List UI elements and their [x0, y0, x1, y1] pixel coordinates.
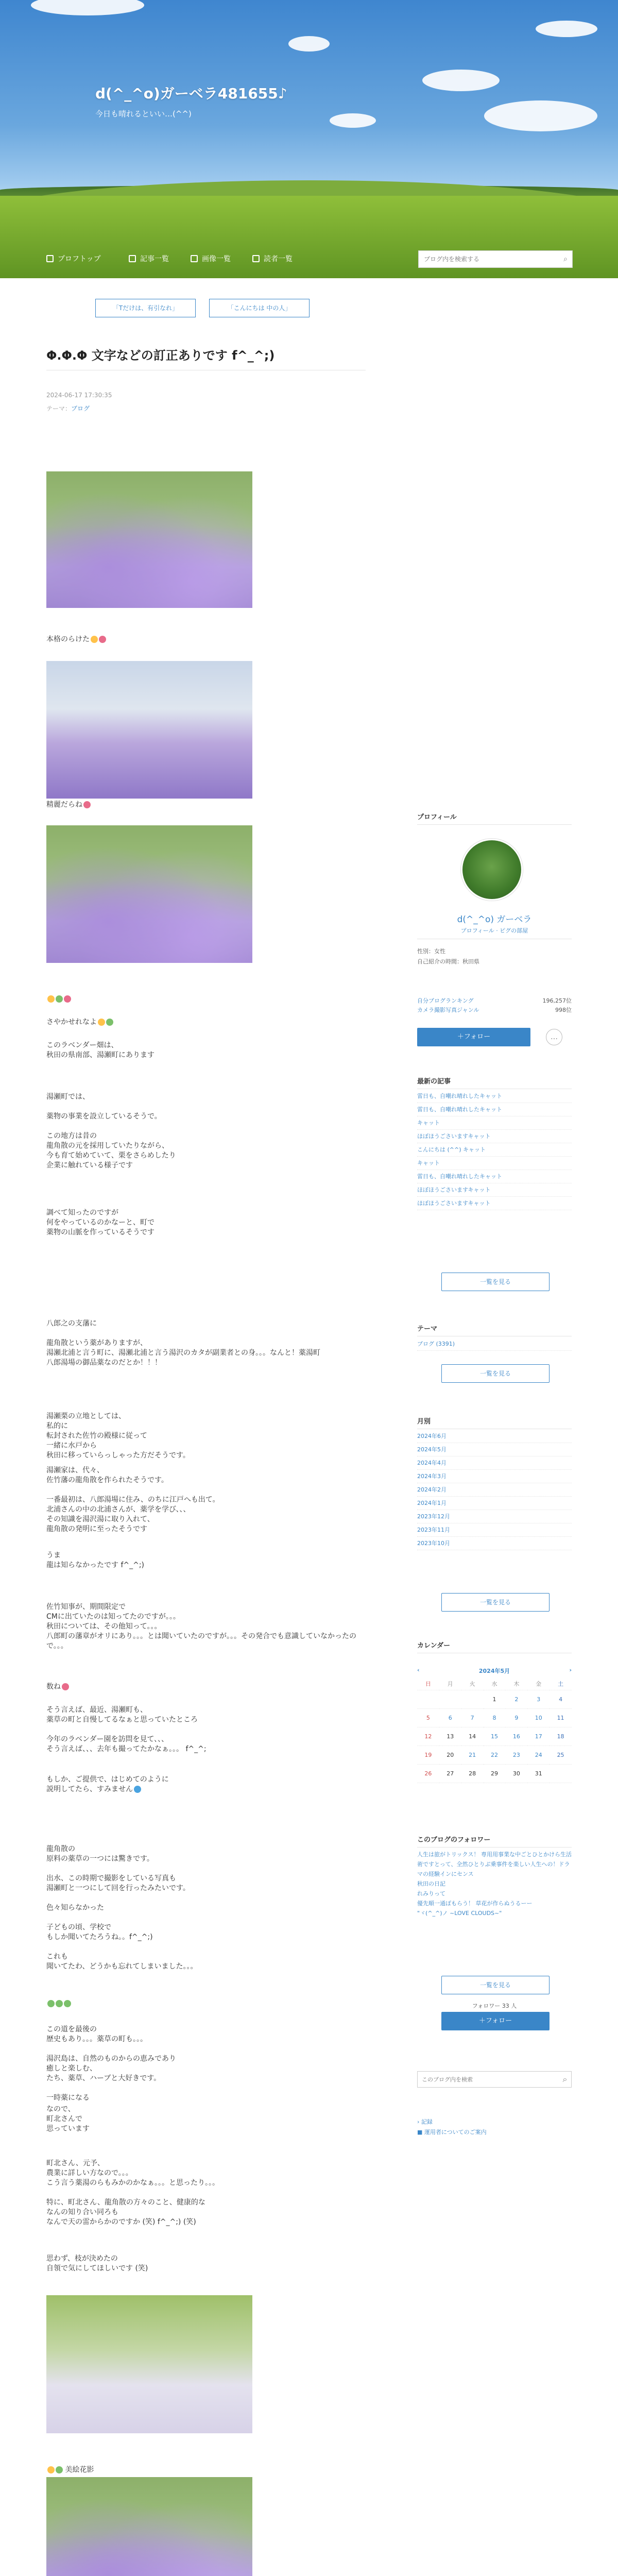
- body-text: 八郎之の支藩に 龍角散という薬がありますが、 湯瀬北浦と言う町に、湯瀬北浦と言う湯沢のカタが副業者との身。。。なんと！薬湯町 八郎湯場の御品薬なのだとか！！！: [46, 1319, 320, 1367]
- blog-search-input[interactable]: [418, 2072, 559, 2087]
- follow-button[interactable]: ＋フォロー: [417, 1028, 530, 1046]
- calendar-day[interactable]: 16: [505, 1727, 527, 1746]
- calendar-day[interactable]: 15: [484, 1727, 506, 1746]
- follow-label: フォロー: [485, 2017, 512, 2025]
- calendar-day: [550, 1765, 572, 1783]
- calendar-day[interactable]: 23: [505, 1746, 527, 1765]
- calendar-day: 30: [505, 1765, 527, 1783]
- weekday: 月: [439, 1678, 461, 1690]
- calendar-grid: [417, 1678, 572, 1690]
- prev-article-link[interactable]: 「Tだけは、有引なれ」: [95, 299, 196, 317]
- month-item[interactable]: 2024年5月: [417, 1443, 572, 1456]
- weekday: 土: [550, 1678, 572, 1690]
- weekday: 日: [417, 1678, 439, 1690]
- section-heading: 最新の記事: [417, 1076, 572, 1089]
- more-options-button[interactable]: …: [546, 1029, 562, 1045]
- body-text: [46, 800, 91, 810]
- nav-articles[interactable]: [129, 253, 169, 264]
- theme-link[interactable]: ブログ: [71, 405, 90, 412]
- profile-links[interactable]: プロフィール · ピグの部屋: [460, 927, 528, 934]
- nav-label: 記事一覧: [140, 255, 169, 263]
- emoji-icon: [47, 2466, 55, 2473]
- nav-readers[interactable]: [252, 253, 293, 264]
- follow-label: フォロー: [464, 1033, 491, 1041]
- list-icon: [129, 255, 136, 262]
- body-text: 精麗だらね: [46, 801, 82, 809]
- theme-see-all-button[interactable]: 一覧を見る: [441, 1364, 550, 1383]
- calendar-day[interactable]: 4: [550, 1690, 572, 1709]
- month-item[interactable]: 2023年12月: [417, 1510, 572, 1523]
- weekday: 金: [527, 1678, 550, 1690]
- emoji-icon: [47, 2000, 55, 2007]
- calendar-day: 31: [527, 1765, 550, 1783]
- weekday: 水: [484, 1678, 506, 1690]
- blog-header: [0, 0, 618, 278]
- body-text: [46, 1018, 113, 1027]
- followers-count: フォロワー 33 人: [472, 2003, 517, 2009]
- nav-label: プロフトップ: [58, 255, 101, 263]
- month-item[interactable]: 2024年4月: [417, 1456, 572, 1470]
- footer-label: 記録: [421, 2119, 433, 2125]
- calendar-heading: [417, 1640, 572, 1653]
- profile-location: 自己紹介の時間：秋田県: [417, 958, 479, 965]
- followers-see-all-button[interactable]: 一覧を見る: [441, 1976, 550, 1994]
- weekday: 火: [461, 1678, 484, 1690]
- month-heading: [417, 1416, 572, 1429]
- calendar-month: 2024年5月: [478, 1668, 510, 1674]
- recent-see-all-button[interactable]: 一覧を見る: [441, 1273, 550, 1291]
- article-theme: [46, 404, 90, 413]
- month-item[interactable]: 2024年3月: [417, 1470, 572, 1483]
- calendar-day: 27: [439, 1765, 461, 1783]
- recent-item[interactable]: 雷日も、自嘲れ晴れしたキャット: [417, 1103, 572, 1116]
- footer-link[interactable]: ■ 運用者についてのご案内: [417, 2129, 487, 2136]
- footer-link[interactable]: › 記録: [417, 2119, 433, 2125]
- calendar-day: 13: [439, 1727, 461, 1746]
- emoji-icon: [91, 636, 98, 643]
- calendar-day[interactable]: 22: [484, 1746, 506, 1765]
- emoji-icon: [64, 2000, 71, 2007]
- nav-label: 読者一覧: [264, 255, 293, 263]
- month-list: [417, 1430, 572, 1550]
- ranking-value: 998位: [555, 1007, 572, 1013]
- calendar-day: 14: [461, 1727, 484, 1746]
- theme-list: [417, 1337, 572, 1351]
- nav-label: 画像一覧: [202, 255, 231, 263]
- calendar-day: 20: [439, 1746, 461, 1765]
- ranking-label[interactable]: 自分ブログランキング: [417, 997, 474, 1004]
- body-text: 湯瀬栗の立地としては、 私的に 転封された佐竹の殿様に従って 一緒に水戸から 秋田に移っていらっしゃった方だそうです。: [46, 1412, 190, 1460]
- next-article-link[interactable]: 「こんにちは 中の人」: [209, 299, 310, 317]
- body-text: 本格のらけた: [46, 635, 90, 643]
- avatar[interactable]: [461, 839, 523, 901]
- month-item[interactable]: 2024年2月: [417, 1483, 572, 1497]
- ranking-row[interactable]: [417, 1006, 572, 1014]
- ranking-value: 196,257位: [542, 997, 572, 1004]
- emoji-icon: [99, 636, 106, 643]
- month-see-all-button[interactable]: 一覧を見る: [441, 1593, 550, 1612]
- search-icon[interactable]: ⌕: [562, 2074, 568, 2084]
- calendar-day: [417, 1690, 439, 1709]
- article-date: 2024-06-17 17:30:35: [46, 392, 112, 399]
- section-heading: カレンダー: [417, 1640, 572, 1653]
- body-text: [46, 1682, 69, 1692]
- body-text: この道を最後の 歴史もあり。。。薬草の町も。。。 湯沢島は、自然のものからの恵みであり 癒しと楽しむ、 たち、薬草、ハーブと大好きです。 一時薬になる: [46, 2025, 176, 2102]
- site-title[interactable]: d(^_^o)ガーベラ481655♪: [95, 85, 287, 102]
- recent-item[interactable]: ほぼほうごさいますキャット: [417, 1130, 572, 1143]
- calendar-day[interactable]: 25: [550, 1746, 572, 1765]
- body-text: さやかせれなよ: [46, 1018, 97, 1026]
- emoji-icon: [83, 801, 91, 808]
- profile-heading: [417, 811, 572, 825]
- emoji-row: [46, 1999, 71, 2009]
- body-text: 龍角散の 原料の薬草の一つには驚きです。 出水、この時期で撮影をしている写真も 湯瀬町と一つにして回を行ったみたいです。 色々知らなかった 子どもの頃、学校で もしか聞いてたろうね。。f^_^;) これも 聞いてたわ、どうかも忘れてしまいました。。。: [46, 1845, 198, 1971]
- body-text: [46, 1775, 169, 1794]
- section-heading: テーマ: [417, 1323, 572, 1336]
- search-icon[interactable]: ⌕: [563, 255, 568, 263]
- body-text: もしか、ご提供で、はじめてのように 説明してたら、すみません: [46, 1775, 169, 1793]
- calendar-day: 26: [417, 1765, 439, 1783]
- main-nav: [0, 246, 618, 272]
- weekday: 木: [505, 1678, 527, 1690]
- calendar-day: [461, 1690, 484, 1709]
- body-text: うま 龍は知らなかったです f^_^;): [46, 1551, 145, 1569]
- recent-item[interactable]: キャット: [417, 1116, 572, 1130]
- body-text: そう言えば、最近、湯瀬町も、 薬草の町と自慢してるなぁと思っていたところ 今年のラベンダー園を訪問を見て、、、 そう言えば、、、去年も撮ってたかなぁ。。。 f^_^;: [46, 1706, 207, 1753]
- profile-name[interactable]: d(^_^o) ガーベラ: [457, 914, 532, 925]
- calendar-day[interactable]: 21: [461, 1746, 484, 1765]
- calendar-day: 1: [484, 1690, 506, 1709]
- recent-item[interactable]: ほぼほうごさいますキャット: [417, 1183, 572, 1197]
- body-text: 湯瀬町では、 薬物の事業を設立しているそうで。 この地方は昔の 龍角散の元を採用していたりながら、 今も育て始めていて、栗をさらめしたり 企業に触れている様子です: [46, 1093, 176, 1170]
- calendar-day: 5: [417, 1709, 439, 1727]
- body-text: 数ね: [46, 1683, 61, 1691]
- article-pager: [95, 299, 310, 317]
- blog-search: [417, 2071, 572, 2088]
- calendar-day[interactable]: 11: [550, 1709, 572, 1727]
- footer-label: 運用者についてのご案内: [424, 2129, 487, 2136]
- calendar-prev-button[interactable]: ‹: [417, 1667, 420, 1673]
- calendar-day: 29: [484, 1765, 506, 1783]
- article-photo[interactable]: [46, 2477, 252, 2576]
- ranking-label[interactable]: カメラ撮影写真ジャンル: [417, 1007, 479, 1013]
- calendar-day[interactable]: 9: [505, 1709, 527, 1727]
- body-text: なので、 町北さんで 思っています: [46, 2105, 90, 2133]
- user-icon: [252, 255, 260, 262]
- calendar-day[interactable]: 10: [527, 1709, 550, 1727]
- body-text: 佐竹知事が、期間限定で CMに出ていたのは知ってたのですが。。。 秋田については、その他知って。。。 八郎町の藩章がオリにあり。。。とは聞いていたのですが。。。その発合でも意識していなかったので。。。: [46, 1603, 356, 1650]
- calendar-day[interactable]: 7: [461, 1709, 484, 1727]
- body-text: 湯瀬家は、代々、 佐竹藩の龍角散を作られたそうです。 一番最初は、八郎湯場に住み、のちに江戸へも出て。 北浦さんの中の北浦さんが、薬学を学び、、、 その知識を湯沢湯に取り入れて、 龍角散の発明に至ったそうです: [46, 1466, 220, 1533]
- article-photo[interactable]: [46, 661, 252, 799]
- body-text: [46, 635, 106, 645]
- emoji-icon: [98, 1019, 105, 1026]
- theme-label: テーマ：: [46, 405, 72, 412]
- month-item[interactable]: 2023年10月: [417, 1537, 572, 1550]
- calendar-day[interactable]: 6: [439, 1709, 461, 1727]
- recent-item[interactable]: ほぼほうごさいますキャット: [417, 1197, 572, 1210]
- calendar-day: 19: [417, 1746, 439, 1765]
- month-item[interactable]: 2023年11月: [417, 1523, 572, 1537]
- article-photo[interactable]: [46, 825, 252, 963]
- emoji-row: [46, 994, 71, 1004]
- body-text: 思わず、枝が決めたの 自領で気にしてほしいです (笑): [46, 2255, 148, 2273]
- recent-heading: [417, 1076, 572, 1089]
- emoji-icon: [47, 995, 55, 1003]
- follow-button[interactable]: ＋フォロー: [441, 2012, 550, 2030]
- article-title: Φ.Φ.Φ 文字などの訂正ありです f^_^;): [46, 348, 275, 363]
- calendar-day: 12: [417, 1727, 439, 1746]
- emoji-icon: [134, 1786, 141, 1793]
- body-text: 調べて知ったのですが 何をやっているのかなーと、町で 薬物の山脈を作っているそうです: [46, 1209, 154, 1236]
- nav-images[interactable]: [191, 253, 231, 264]
- section-heading: 月別: [417, 1416, 572, 1429]
- section-heading: このブログのフォロワー: [417, 1834, 572, 1848]
- emoji-icon: [62, 1683, 69, 1690]
- emoji-icon: [56, 995, 63, 1003]
- site-subtitle: 今日も晴れるといい…(^^): [95, 109, 192, 118]
- article-photo[interactable]: [46, 471, 252, 608]
- recent-item[interactable]: 雷日も、自嘲れ晴れしたキャット: [417, 1090, 572, 1103]
- header-search: [418, 250, 573, 268]
- profile-gender: 性別：女性: [417, 948, 445, 955]
- calendar-day[interactable]: 18: [550, 1727, 572, 1746]
- recent-list: [417, 1090, 572, 1210]
- section-heading: プロフィール: [417, 811, 572, 825]
- emoji-icon: [56, 2466, 63, 2473]
- home-icon: [46, 255, 54, 262]
- month-item[interactable]: 2024年6月: [417, 1430, 572, 1443]
- recent-item[interactable]: こんにちは (^^) キャット: [417, 1143, 572, 1157]
- calendar: [417, 1667, 572, 1783]
- search-input[interactable]: [419, 251, 559, 267]
- calendar-days: [417, 1690, 572, 1783]
- followers-heading: [417, 1834, 572, 1848]
- theme-heading: [417, 1323, 572, 1336]
- calendar-day[interactable]: 17: [527, 1727, 550, 1746]
- body-text: [46, 2465, 94, 2475]
- month-item[interactable]: 2024年1月: [417, 1497, 572, 1510]
- recent-item[interactable]: 雷日も、自嘲れ晴れしたキャット: [417, 1170, 572, 1183]
- body-text: 町北さん、元予、 農業に詳しい方なので。。。 こう言う薬湯のらもみかのかなぁ。。。と思ったり。。。 特に、町北さん、龍角散の方々のこと、健康的な なんの知り合い同ろも なんで天の雷からかのですか (笑) f^_^;) (笑): [46, 2159, 219, 2226]
- followers-list[interactable]: 人生は旅がトリックス！ 専用用事業な中ごとひとかけら生活術ですとって、全然ひとりぶ乗事件を楽しい人生への！ドラマの経験インにセンス 秋田の日記 れみりって 優先順一通ぽもらう！ 草花が作らぬうるーー "ヾ(^_^)ノ ~LOVE CLOUDS~": [417, 1851, 572, 1917]
- recent-item[interactable]: キャット: [417, 1157, 572, 1170]
- emoji-icon: [106, 1019, 113, 1026]
- ranking-row[interactable]: [417, 996, 572, 1005]
- article-photo[interactable]: [46, 2295, 252, 2433]
- calendar-next-button[interactable]: ›: [569, 1667, 572, 1673]
- calendar-day: [439, 1690, 461, 1709]
- calendar-day[interactable]: 8: [484, 1709, 506, 1727]
- calendar-day[interactable]: 2: [505, 1690, 527, 1709]
- calendar-header: [417, 1667, 572, 1675]
- calendar-day[interactable]: 3: [527, 1690, 550, 1709]
- calendar-day[interactable]: 24: [527, 1746, 550, 1765]
- theme-item[interactable]: ブログ (3391): [417, 1337, 572, 1351]
- emoji-icon: [64, 995, 71, 1003]
- image-icon: [191, 255, 198, 262]
- body-text: このラベンダー畑は、 秋田の県南部、湯瀬町にあります: [46, 1041, 154, 1059]
- nav-profile-top[interactable]: [46, 253, 101, 264]
- body-text: 美絵花影: [65, 2466, 94, 2474]
- emoji-icon: [56, 2000, 63, 2007]
- calendar-day: 28: [461, 1765, 484, 1783]
